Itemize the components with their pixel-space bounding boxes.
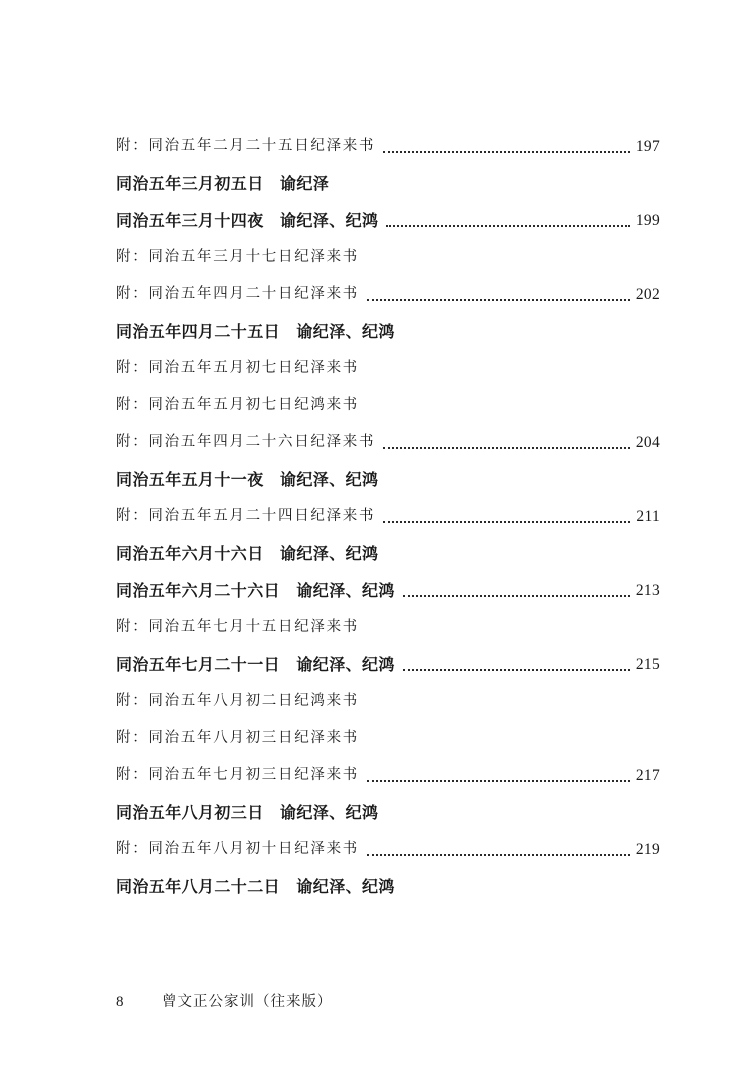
toc-entry-title: 同治五年三月十四夜 谕纪泽、纪鸿 bbox=[116, 211, 379, 230]
toc-entry-title: 附：同治五年八月初三日纪泽来书 bbox=[116, 730, 359, 746]
toc-entry-title: 附：同治五年三月十七日纪泽来书 bbox=[116, 249, 359, 265]
toc-entry[interactable] bbox=[116, 128, 660, 165]
toc-entry[interactable] bbox=[116, 683, 660, 720]
toc-entry-title: 附：同治五年五月初七日纪泽来书 bbox=[116, 360, 359, 376]
dot-leader bbox=[367, 854, 630, 856]
toc-entry[interactable] bbox=[116, 646, 660, 683]
toc-entry-title: 附：同治五年七月十五日纪泽来书 bbox=[116, 619, 359, 635]
page-footer bbox=[116, 990, 333, 1014]
toc-entry[interactable] bbox=[116, 350, 660, 387]
toc-entry-page: 215 bbox=[635, 656, 660, 673]
toc-entry-page: 204 bbox=[635, 434, 660, 451]
toc-entry-title: 同治五年七月二十一日 谕纪泽、纪鸿 bbox=[116, 655, 395, 674]
toc-entry-page: 217 bbox=[635, 767, 660, 784]
toc-entry[interactable] bbox=[116, 239, 660, 276]
toc-entry[interactable] bbox=[116, 387, 660, 424]
book-title: 曾文正公家训（往来版） bbox=[162, 994, 333, 1010]
toc-entry[interactable] bbox=[116, 794, 660, 831]
toc-entry-page: 199 bbox=[635, 212, 660, 229]
dot-leader bbox=[403, 595, 630, 597]
dot-leader bbox=[383, 521, 630, 523]
toc-entry-title: 附：同治五年七月初三日纪泽来书 bbox=[116, 767, 359, 783]
toc-entry-title: 同治五年八月初三日 谕纪泽、纪鸿 bbox=[116, 803, 379, 822]
toc-entry-title: 附：同治五年五月二十四日纪泽来书 bbox=[116, 508, 376, 524]
toc-entry[interactable] bbox=[116, 165, 660, 202]
toc-entry-page: 211 bbox=[636, 508, 660, 525]
toc-entry-title: 同治五年五月十一夜 谕纪泽、纪鸿 bbox=[116, 470, 379, 489]
toc-entry[interactable] bbox=[116, 276, 660, 313]
toc-entry[interactable] bbox=[116, 609, 660, 646]
toc-entry[interactable] bbox=[116, 868, 660, 905]
toc-entry[interactable] bbox=[116, 461, 660, 498]
toc-entry-title: 同治五年三月初五日 谕纪泽 bbox=[116, 174, 330, 193]
page-number: 8 bbox=[116, 994, 124, 1010]
toc-entry[interactable] bbox=[116, 720, 660, 757]
dot-leader bbox=[367, 780, 630, 782]
toc-entry-title: 同治五年八月二十二日 谕纪泽、纪鸿 bbox=[116, 877, 395, 896]
dot-leader bbox=[383, 447, 630, 449]
toc-entry-title: 附：同治五年四月二十日纪泽来书 bbox=[116, 286, 359, 302]
toc-entry-title: 同治五年四月二十五日 谕纪泽、纪鸿 bbox=[116, 322, 395, 341]
dot-leader bbox=[386, 225, 629, 227]
toc-entry[interactable] bbox=[116, 424, 660, 461]
toc-entry[interactable] bbox=[116, 498, 660, 535]
toc-entry[interactable] bbox=[116, 572, 660, 609]
toc-entry-title: 附：同治五年二月二十五日纪泽来书 bbox=[116, 138, 376, 154]
toc-entry[interactable] bbox=[116, 757, 660, 794]
table-of-contents bbox=[116, 128, 660, 905]
toc-entry[interactable] bbox=[116, 313, 660, 350]
toc-entry-page: 197 bbox=[635, 138, 660, 155]
dot-leader bbox=[367, 299, 630, 301]
toc-entry-page: 213 bbox=[635, 582, 660, 599]
toc-entry[interactable] bbox=[116, 831, 660, 868]
toc-entry-page: 202 bbox=[635, 286, 660, 303]
toc-entry-page: 219 bbox=[635, 841, 660, 858]
dot-leader bbox=[403, 669, 630, 671]
toc-entry[interactable] bbox=[116, 535, 660, 572]
toc-entry-title: 附：同治五年五月初七日纪鸿来书 bbox=[116, 397, 359, 413]
toc-entry-title: 同治五年六月十六日 谕纪泽、纪鸿 bbox=[116, 544, 379, 563]
toc-entry-title: 附：同治五年八月初十日纪泽来书 bbox=[116, 841, 359, 857]
toc-entry-title: 附：同治五年四月二十六日纪泽来书 bbox=[116, 434, 376, 450]
toc-entry[interactable] bbox=[116, 202, 660, 239]
toc-entry-title: 同治五年六月二十六日 谕纪泽、纪鸿 bbox=[116, 581, 395, 600]
toc-entry-title: 附：同治五年八月初二日纪鸿来书 bbox=[116, 693, 359, 709]
dot-leader bbox=[383, 151, 630, 153]
